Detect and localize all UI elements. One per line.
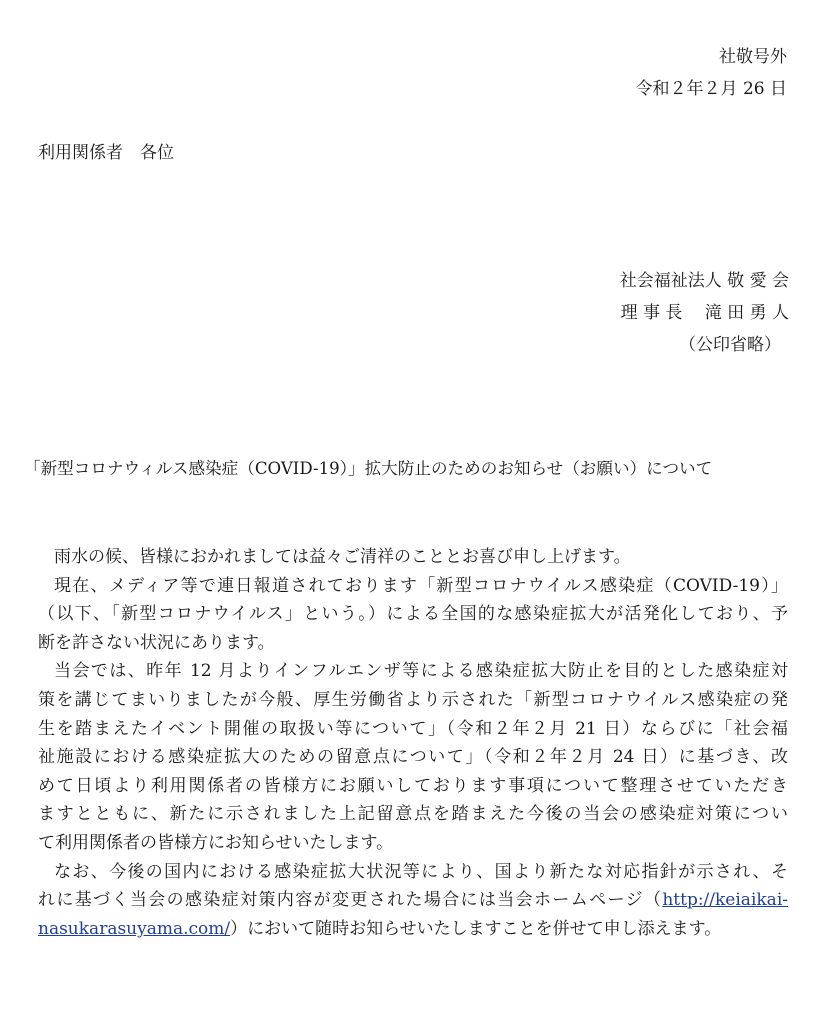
body-line: 当会では、昨年 12 月よりインフルエンザ等による感染症拡大防止を目的とした感染症対: [54, 661, 788, 682]
body-line: [38, 886, 788, 915]
body-text-segment: ）において随時お知らせいたしますことを併せて申し添えます。: [230, 918, 722, 939]
document-date: 令和２年２月 26 日: [635, 79, 787, 99]
sender-title-name: 理 事 長 滝 田 勇 人: [620, 303, 789, 323]
homepage-link-continued[interactable]: nasukarasuyama.com/: [38, 918, 231, 939]
body-line: なお、今後の国内における感染症拡大状況等により、国より新たな対応指針が示され、そ: [54, 861, 788, 882]
body-text: [38, 543, 788, 943]
document-subject: 「新型コロナウィルス感染症（COVID-19）」拡大防止のためのお知らせ（お願い）について: [24, 459, 713, 478]
body-line: 祉施設における感染症拡大のための留意点について」（令和２年２月 24 日）に基づき、改: [38, 747, 788, 768]
body-line: （以下、「新型コロナウイルス」という。）による全国的な感染症拡大が活発化しており、予: [38, 604, 788, 625]
body-line: 生を踏まえたイベント開催の取扱い等について」（令和２年２月 21 日）ならびに「社会福: [38, 718, 788, 739]
addressee: 利用関係者 各位: [38, 143, 174, 163]
body-line: 策を講じてまいりましたが今般、厚生労働省より示された「新型コロナウイルス感染症の発: [38, 689, 788, 710]
document-number: 社敬号外: [719, 47, 787, 67]
body-line: 現在、メディア等で連日報道されております「新型コロナウイルス感染症（COVID-19）」: [54, 575, 788, 596]
body-line: めて日頃より利用関係者の皆様方にお願いしております事項について整理させていただき: [38, 775, 788, 796]
seal-omitted-note: （公印省略）: [679, 335, 781, 355]
body-line: 雨水の候、皆様におかれましては益々ご清祥のこととお喜び申し上げます。: [54, 547, 631, 567]
homepage-link[interactable]: http://keiaikai-: [662, 890, 788, 911]
body-line: [38, 915, 788, 944]
sender-organization: 社会福祉法人 敬 愛 会: [619, 271, 789, 291]
body-line: 断を許さない状況にあります。: [38, 632, 275, 653]
body-line: ますとともに、新たに示されました上記留意点を踏まえた今後の当会の感染症対策につい: [38, 804, 788, 825]
body-text-segment: れに基づく当会の感染症対策内容が変更された場合には当会ホームページ（: [38, 890, 663, 911]
body-line: て利用関係者の皆様方にお知らせいたします。: [38, 832, 394, 853]
